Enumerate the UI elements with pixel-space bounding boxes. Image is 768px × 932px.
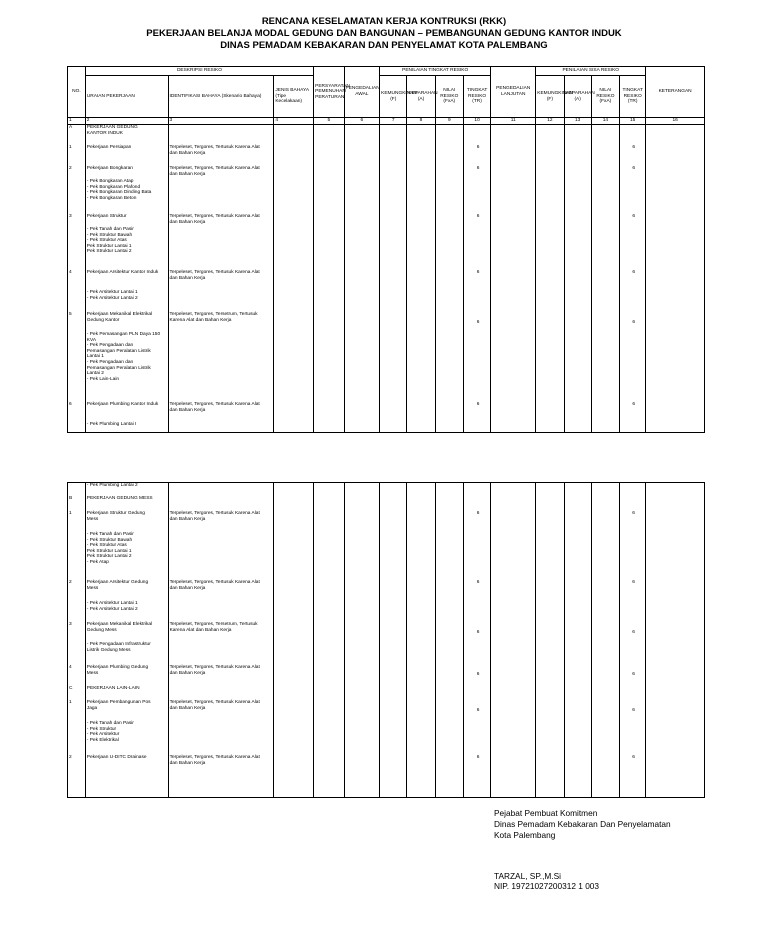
tr-value: 6 — [476, 270, 480, 275]
row-no: 1 — [69, 700, 72, 705]
col-deskripsi: DESKRIPSI RESIKO — [85, 67, 313, 76]
no-column-cell — [68, 483, 86, 798]
col-tingkat-sisa: TINGKAT RESIKO (TR) — [620, 76, 646, 118]
uraian-text: Pekerjaan Persiapan — [86, 145, 132, 150]
tr-value: 6 — [476, 580, 480, 585]
bahaya-text: Terpeleset, Tergores, Tertusuk Karena Alat dan Bahan Kerja — [169, 402, 260, 413]
index-cell: 5 — [314, 118, 344, 125]
bahaya-text: Terpeleset, Tergores, Tertusuk Karena Alat dan Bahan Kerja — [169, 270, 260, 281]
row-no: 4 — [69, 665, 72, 670]
signature-agency: Dinas Pemadam Kebakaran Dan Penyelamatan — [494, 819, 671, 829]
col-nilai: NILAI RESIKO (FxA) — [435, 76, 463, 118]
uraian-text: Pekerjaan Mekanikal Elektrikal Gedung Kantor — [86, 312, 153, 323]
sisa-tr-value: 6 — [632, 708, 635, 713]
row-no: 3 — [69, 214, 72, 219]
index-cell: 16 — [646, 118, 705, 125]
index-cell: 3 — [168, 118, 274, 125]
row-no: 5 — [69, 312, 72, 317]
bahaya-text: Terpeleset, Tergores, Tertusuk Karena Alat dan Bahan Kerja — [169, 665, 260, 676]
empty-cell — [646, 125, 705, 433]
bahaya-text: Terpeleset, Tergores, Tertusuk Karena Alat dan Bahan Kerja — [169, 511, 260, 522]
uraian-sub-items: - Pek Tanah dan Pasir - Pek Struktur - Pek Arsitektur - Pek Elektrikal — [86, 721, 134, 743]
bahaya-text: Terpeleset, Tergores, Tertusuk Karena Alat dan Bahan Kerja — [169, 166, 260, 177]
bahaya-text: Terpeleset, Tergores, Tersetrum, Tertusuk Karena Alat dan Bahan Kerja — [169, 622, 258, 633]
empty-cell — [536, 483, 564, 798]
uraian-column-cell — [85, 483, 168, 798]
uraian-text: Pekerjaan U-DITC Drainase — [86, 755, 147, 760]
bahaya-text: Terpeleset, Tergores, Tersetrum, Tertusuk Karena Alat dan Bahan Kerja — [169, 312, 258, 323]
doc-subtitle: PEKERJAAN BELANJA MODAL GEDUNG DAN BANGUNAN – PEMBANGUNAN GEDUNG KANTOR INDUK — [146, 28, 622, 39]
section-title: PEKERJAAN GEDUNG MESS — [86, 496, 153, 501]
doc-agency: DINAS PEMADAM KEBAKARAN DAN PENYELAMAT KOTA PALEMBANG — [220, 40, 548, 51]
uraian-text: Pekerjaan Arsitektur Kantor Induk — [86, 270, 159, 275]
uraian-text: Pekerjaan Struktur — [86, 214, 127, 219]
empty-cell — [591, 483, 619, 798]
uraian-sub-items: - Pek Arsitektur Lantai 1 - Pek Arsitektur Lantai 2 — [86, 290, 138, 301]
index-cell: 12 — [536, 118, 564, 125]
row-no: 1 — [69, 145, 72, 150]
uraian-text: Pekerjaan Arsitektur Gedung Mess — [86, 580, 149, 591]
empty-cell — [344, 483, 380, 798]
sisa-tr-value: 6 — [632, 214, 635, 219]
tingkat-column-cell — [463, 483, 490, 798]
tr-value: 6 — [476, 166, 480, 171]
uraian-sub-items: - Pek Pengadaan Infrastruktur Listrik Gedung Mess — [86, 642, 151, 653]
col-persyaratan: PERSYARATAN PEMENUHAN PERATURAN — [314, 67, 344, 118]
row-no: 2 — [69, 755, 72, 760]
col-tingkat: TINGKAT RESIKO (TR) — [463, 76, 490, 118]
col-pengendalian-lanjutan: PENGEDALIAN LANJUTAN — [491, 67, 536, 118]
tr-value: 6 — [476, 511, 480, 516]
index-cell: 4 — [274, 118, 314, 125]
empty-cell — [407, 125, 435, 433]
col-jenis: JENIS BAHAYA (Tipe Kecelakaan) — [274, 76, 314, 118]
sisa-tr-value: 6 — [632, 402, 635, 407]
sisa-tr-value: 6 — [632, 145, 635, 150]
index-cell: 1 — [68, 118, 86, 125]
section-code: C — [69, 686, 73, 691]
column-index-row — [68, 118, 705, 125]
rkk-table-page2 — [67, 482, 705, 798]
uraian-sub-items: - Pek Tanah dan Pasir - Pek Struktur Bawah - Pek Struktur Atas Pek Struktur Lantai 1 Pek Struktur Lantai 2 - Pek Atap — [86, 532, 134, 565]
empty-cell — [407, 483, 435, 798]
empty-cell — [491, 483, 536, 798]
uraian-sub-items: - Pek Tanah dan Pasir - Pek Struktur Bawah - Pek Struktur Atas Pek Struktur Lantai 1 Pek Struktur Lantai 2 — [86, 227, 134, 255]
col-identifikasi: IDENTIFIKASI BAHAYA (Skenario Bahaya) — [168, 76, 274, 118]
uraian-text: Pekerjaan Struktur Gedung Mess — [86, 511, 145, 522]
bahaya-text: Terpeleset, Tergores, Tertusuk Karena Alat dan Bahan Kerja — [169, 700, 260, 711]
uraian-text: Pekerjaan Bongkaran — [86, 166, 133, 171]
sisa-tr-value: 6 — [632, 755, 635, 760]
index-cell: 11 — [491, 118, 536, 125]
sisa-tr-value: 6 — [632, 270, 635, 275]
sisa-tingkat-column-cell — [620, 125, 646, 433]
tr-value: 6 — [476, 708, 480, 713]
index-cell: 13 — [564, 118, 591, 125]
row-no: 4 — [69, 270, 72, 275]
index-cell: 8 — [407, 118, 435, 125]
row-no: 2 — [69, 580, 72, 585]
rkk-table-page1 — [67, 66, 705, 433]
empty-cell — [646, 483, 705, 798]
bahaya-text: Terpeleset, Tergores, Tertusuk Karena Alat dan Bahan Kerja — [169, 214, 260, 225]
bahaya-text: Terpeleset, Tergores, Tertusuk Karena Alat dan Bahan Kerja — [169, 580, 260, 591]
sisa-tr-value: 6 — [632, 320, 635, 325]
row-no: 1 — [69, 511, 72, 516]
index-cell: 14 — [591, 118, 619, 125]
uraian-sub-items: - Pek Arsitektur Lantai 1 - Pek Arsitektur Lantai 2 — [86, 601, 138, 612]
bahaya-text: Terpeleset, Tergores, Tertusuk Karena Alat dan Bahan Kerja — [169, 145, 260, 156]
col-penilaian-sisa: PENILAIAN SISA RESIKO — [536, 67, 646, 76]
uraian-text: Pekerjaan Mekanikal Elektrikal Gedung Mess — [86, 622, 153, 633]
col-kemungkinan-sisa: KEMUNGKINAN (F) — [536, 76, 564, 118]
tr-value: 6 — [476, 320, 480, 325]
index-cell: 2 — [85, 118, 168, 125]
col-nilai-sisa: NILAI RESIKO (FxA) — [591, 76, 619, 118]
tingkat-column-cell — [463, 125, 490, 433]
tr-value: 6 — [476, 145, 480, 150]
section-title: PEKERJAAN LAIN-LAIN — [86, 686, 140, 691]
col-pengendalian-awal: PENGEDALIAN AWAL — [344, 67, 380, 118]
table-body-row — [68, 483, 705, 798]
col-no: NO. — [68, 67, 86, 118]
index-cell: 6 — [344, 118, 380, 125]
uraian-column-cell — [85, 125, 168, 433]
empty-cell — [564, 125, 591, 433]
tr-value: 6 — [476, 672, 480, 677]
uraian-sub-items: - Pek Pemasangan PLN Daya 150 KVA - Pek Pengadaan dan Pemasangan Peralatan Listrik Lantai 1 - Pek Pengadaan dan Pemasangan Peralatan Listrik Lantai 2 - Pek Lain-Lain — [86, 332, 161, 382]
bahaya-text: Terpeleset, Tergores, Tertusuk Karena Alat dan Bahan Kerja — [169, 755, 260, 766]
empty-cell — [314, 483, 344, 798]
col-uraian: URAIAN PEKERJAAN — [85, 76, 168, 118]
col-keparahan-sisa: KEPARAHAN (A) — [564, 76, 591, 118]
empty-cell — [380, 125, 407, 433]
sisa-tingkat-column-cell — [620, 483, 646, 798]
empty-cell — [344, 125, 380, 433]
index-cell: 9 — [435, 118, 463, 125]
empty-cell — [274, 125, 314, 433]
uraian-text: Pekerjaan Pembangunan Pos Jaga — [86, 700, 151, 711]
row-no: 3 — [69, 622, 72, 627]
empty-cell — [435, 125, 463, 433]
signature-name: TARZAL, SP.,M.Si — [494, 871, 562, 881]
empty-cell — [591, 125, 619, 433]
empty-cell — [314, 125, 344, 433]
doc-title: RENCANA KESELAMATAN KERJA KONTRUKSI (RKK) — [261, 16, 507, 27]
signature-role: Pejabat Pembuat Komitmen — [494, 808, 598, 818]
sisa-tr-value: 6 — [632, 166, 635, 171]
section-title: PEKERJAAN GEDUNG KANTOR INDUK — [86, 125, 138, 136]
signature-city: Kota Palembang — [494, 830, 556, 840]
tr-value: 6 — [476, 402, 480, 407]
signature-nip: NIP. 19721027200312 1 003 — [494, 881, 600, 891]
empty-cell — [491, 125, 536, 433]
empty-cell — [536, 125, 564, 433]
tr-value: 6 — [476, 630, 480, 635]
uraian-sub-items: - Pek Plumbing Lantai I — [86, 422, 137, 427]
sisa-tr-value: 6 — [632, 580, 635, 585]
sisa-tr-value: 6 — [632, 630, 635, 635]
index-cell: 7 — [380, 118, 407, 125]
uraian-text: Pekerjaan Plumbing Kantor Induk — [86, 402, 159, 407]
uraian-text: Pekerjaan Plumbing Gedung Mess — [86, 665, 149, 676]
empty-cell — [380, 483, 407, 798]
section-code: B — [69, 496, 73, 501]
section-code: A — [69, 125, 73, 130]
index-cell: 10 — [463, 118, 490, 125]
empty-cell — [435, 483, 463, 798]
no-column-cell — [68, 125, 86, 433]
bahaya-column-cell — [168, 125, 274, 433]
bahaya-column-cell — [168, 483, 274, 798]
row-no: 6 — [69, 402, 72, 407]
col-kemungkinan: KEMUNGKINAN (F) — [380, 76, 407, 118]
sisa-tr-value: 6 — [632, 511, 635, 516]
col-keterangan: KETERANGAN — [646, 67, 705, 118]
tr-value: 6 — [476, 755, 480, 760]
table-body-row — [68, 125, 705, 433]
empty-cell — [564, 483, 591, 798]
col-keparahan: KEPARAHAN (A) — [407, 76, 435, 118]
col-penilaian-tingkat: PENILAIAN TINGKAT RESIKO — [380, 67, 491, 76]
uraian-sub-items: - Pek Bongkaran Atap - Pek Bongkaran Plafond - Pek Bongkaran Dinding Bata - Pek Bongkaran Beton — [86, 179, 152, 201]
carry-over-item: - Pek Plumbing Lantai 2 — [86, 483, 138, 488]
row-no: 2 — [69, 166, 72, 171]
index-cell: 15 — [620, 118, 646, 125]
empty-cell — [274, 483, 314, 798]
sisa-tr-value: 6 — [632, 672, 635, 677]
tr-value: 6 — [476, 214, 480, 219]
